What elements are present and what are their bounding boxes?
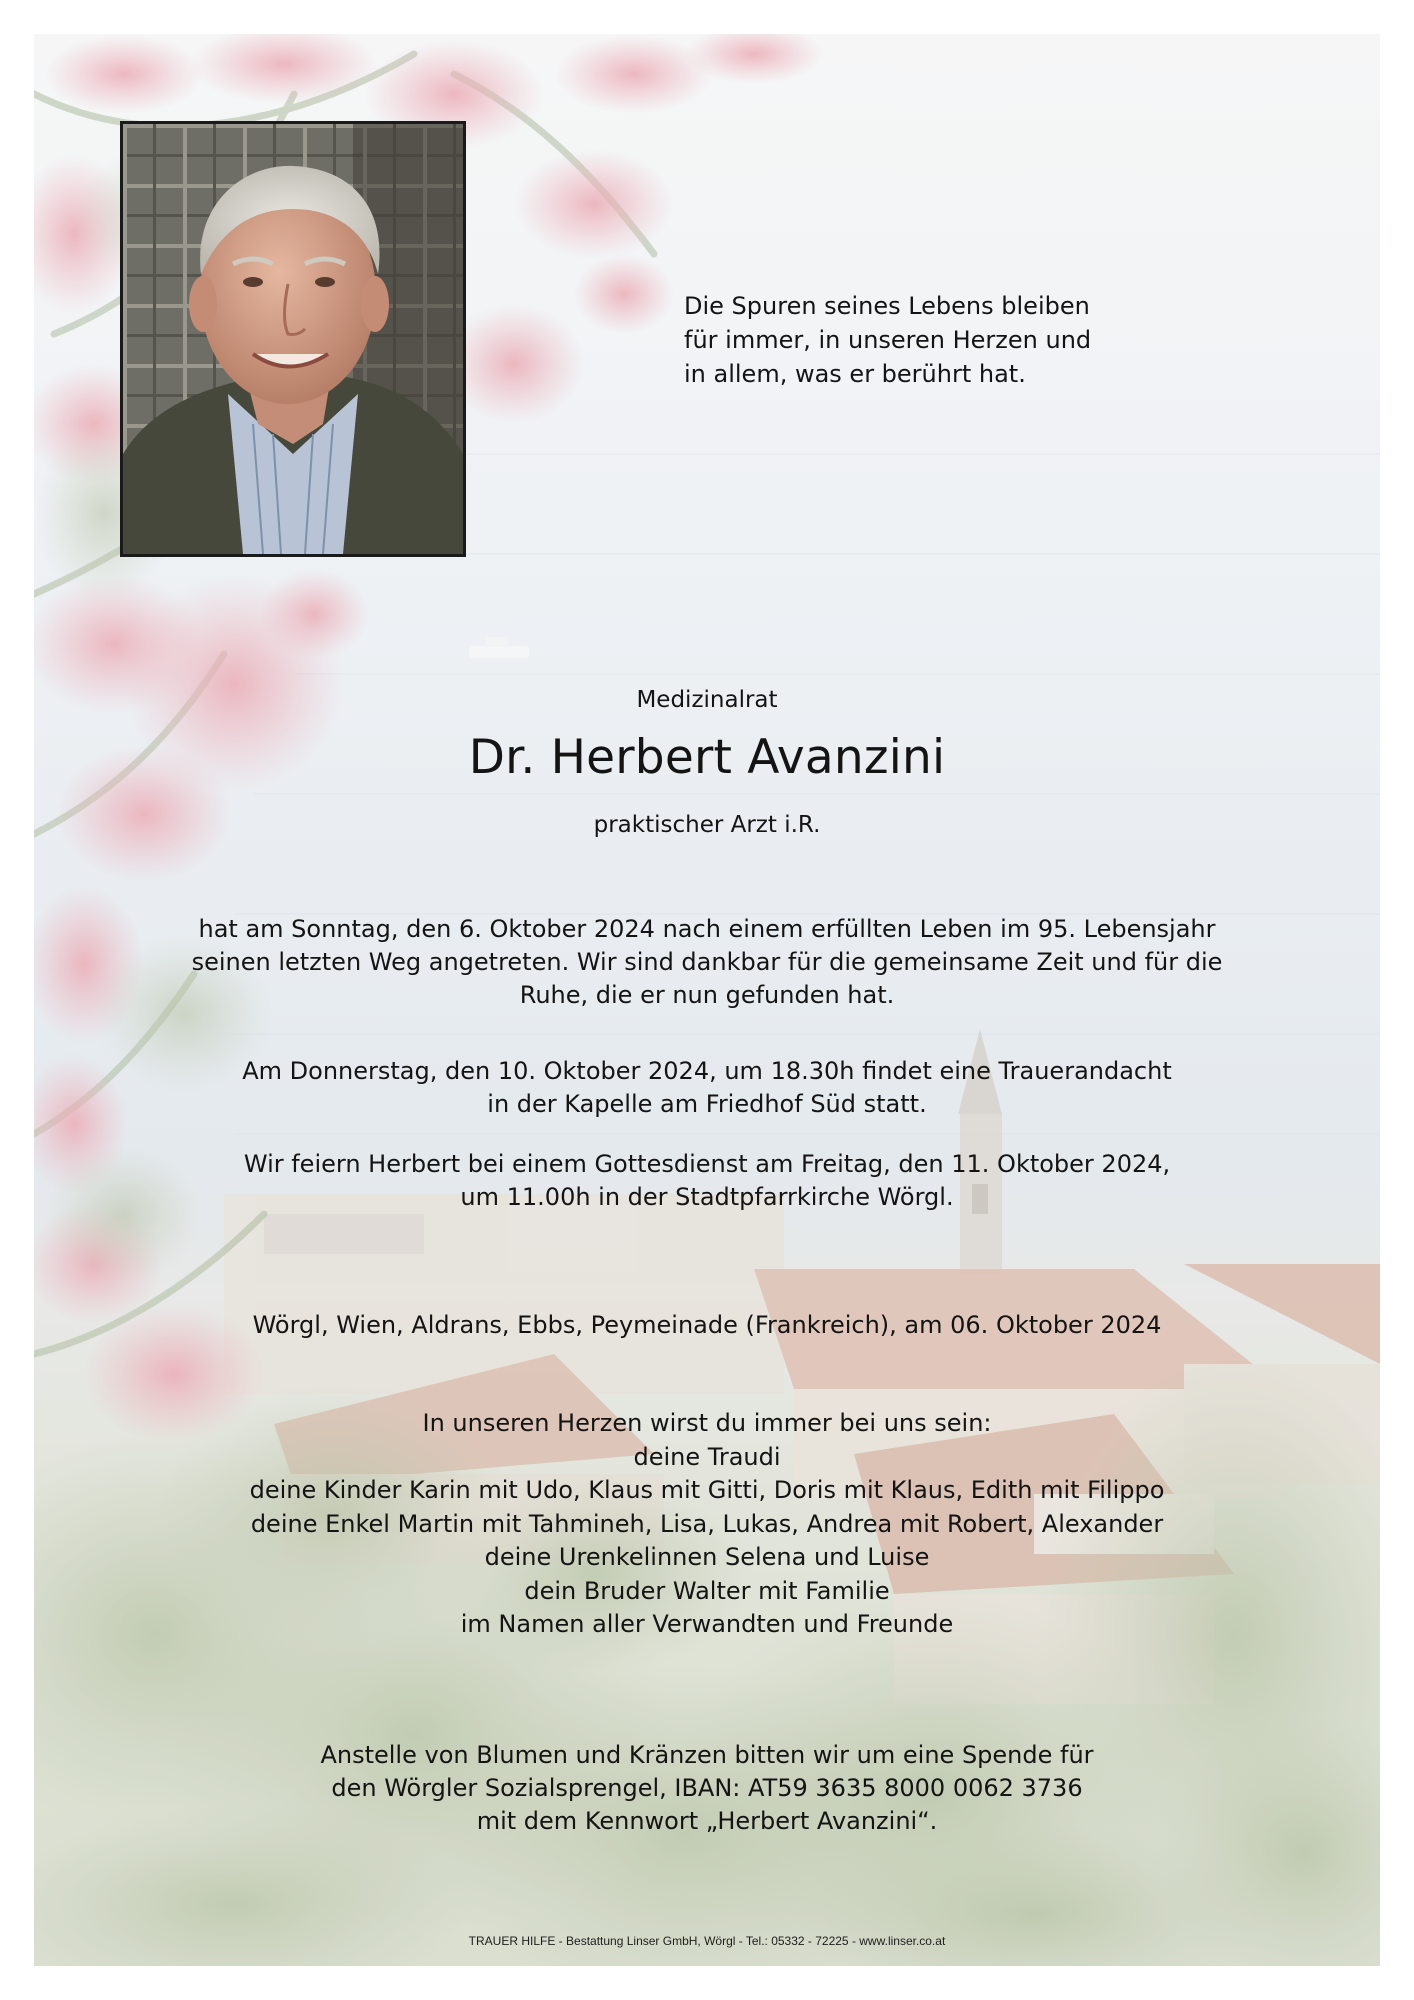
- obituary-card: [34, 34, 1380, 1966]
- donation-request: Anstelle von Blumen und Kränzen bitten wir um eine Spende für den Wörgler Sozialsprengel, IBAN: AT59 3635 8000 0062 3736 mit dem Kennwort „Herbert Avanzini“.: [320, 1741, 1094, 1835]
- motto-quote: Die Spuren seines Lebens bleiben für immer, in unseren Herzen und in allem, was er berührt hat.: [684, 292, 1092, 388]
- profession: praktischer Arzt i.R.: [593, 812, 821, 838]
- service-info: Wir feiern Herbert bei einem Gottesdienst am Freitag, den 11. Oktober 2024, um 11.00h in der Stadtpfarrkirche Wörgl.: [243, 1150, 1171, 1211]
- deceased-name: Dr. Herbert Avanzini: [468, 730, 946, 785]
- portrait-photo: [120, 121, 466, 557]
- honorary-title: Medizinalrat: [636, 687, 778, 713]
- funeral-home-footer: TRAUER HILFE - Bestattung Linser GmbH, Wörgl - Tel.: 05332 - 72225 - www.linser.co.at: [468, 1934, 946, 1948]
- vigil-info: Am Donnerstag, den 10. Oktober 2024, um 18.30h findet eine Trauerandacht in der Kapelle am Friedhof Süd statt.: [242, 1057, 1172, 1118]
- death-announcement: hat am Sonntag, den 6. Oktober 2024 nach einem erfüllten Leben im 95. Lebensjahr seinen letzten Weg angetreten. Wir sind dankbar für die gemeinsame Zeit und für die Ruhe, die er nun gefunden hat.: [191, 915, 1223, 1009]
- portrait-illustration: [123, 124, 463, 554]
- places-and-date: Wörgl, Wien, Aldrans, Ebbs, Peymeinade (Frankreich), am 06. Oktober 2024: [252, 1311, 1162, 1339]
- mourners-list: In unseren Herzen wirst du immer bei uns sein: deine Traudi deine Kinder Karin mit Udo, Klaus mit Gitti, Doris mit Klaus, Edith mit Filippo deine Enkel Martin mit Tahmineh, Lisa, Lukas, Andrea mit Robert, Alexander deine Urenkelinnen Selena und Luise dein Bruder Walter mit Familie im Namen aller Verwandten und Freunde: [249, 1409, 1165, 1638]
